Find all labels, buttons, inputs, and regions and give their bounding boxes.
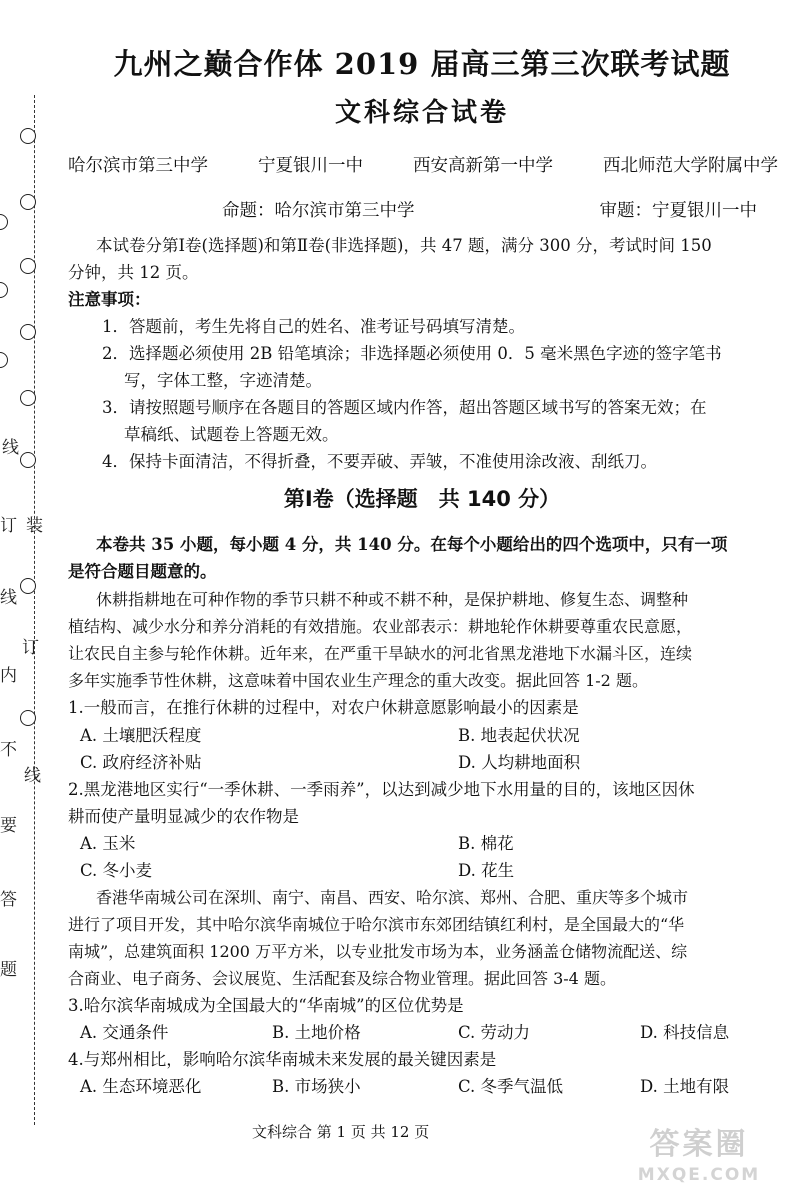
- notice-item: 3．请按照题号顺序在各题目的答题区域内作答，超出答题区域书写的答案无效；在: [102, 398, 707, 417]
- passage-line: 合商业、电子商务、会议展览、生活配套及综合物业管理。据此回答 3-4 题。: [68, 969, 616, 988]
- option-b[interactable]: B. 棉花: [458, 834, 514, 853]
- binding-char: 装: [26, 516, 43, 536]
- binding-half-hole-icon: [0, 214, 8, 230]
- question-stem: 3.哈尔滨华南城成为全国最大的“华南城”的区位优势是: [68, 996, 464, 1015]
- binding-hole-icon: [20, 452, 36, 468]
- notice-item: 2．选择题必须使用 2B 铅笔填涂；非选择题必须使用 0．5 毫米黑色字迹的签字笔书: [102, 344, 722, 363]
- school-name: 西安高新第一中学: [413, 156, 553, 176]
- binding-char: 线: [24, 766, 41, 786]
- binding-char: 订: [22, 638, 39, 658]
- section-heading: 第Ⅰ卷（选择题 共 140 分）: [283, 487, 561, 511]
- option-c[interactable]: C. 冬季气温低: [458, 1077, 564, 1096]
- option-b[interactable]: B. 市场狭小: [272, 1077, 361, 1096]
- option-c[interactable]: C. 政府经济补贴: [80, 753, 202, 772]
- option-row: [80, 749, 580, 776]
- option-d[interactable]: D. 土地有限: [640, 1077, 730, 1096]
- notice-item-cont: 写，字体工整，字迹清楚。: [124, 371, 322, 390]
- passage-line: 进行了项目开发，其中哈尔滨华南城位于哈尔滨市东郊团结镇红利村，是全国最大的“华: [68, 915, 685, 934]
- option-c[interactable]: C. 劳动力: [458, 1023, 531, 1042]
- page-title: 九州之巅合作体 2019 届高三第三次联考试题: [113, 47, 731, 81]
- watermark-url: MXQE.COM: [637, 1165, 761, 1185]
- school-list: [68, 152, 778, 177]
- binding-hole-icon: [20, 324, 36, 340]
- option-row: [80, 1073, 729, 1100]
- reviewer-label: 审题：宁夏银川一中: [599, 201, 757, 221]
- binding-char: 题: [0, 960, 17, 980]
- setter-label: 命题：哈尔滨市第三中学: [222, 201, 415, 221]
- page-subtitle: 文科综合试卷: [334, 98, 509, 128]
- question-stem-cont: 耕而使产量明显减少的农作物是: [68, 807, 299, 826]
- binding-half-hole-icon: [0, 352, 8, 368]
- option-d[interactable]: D. 花生: [458, 861, 515, 880]
- binding-hole-icon: [20, 194, 36, 210]
- option-d[interactable]: D. 科技信息: [640, 1023, 730, 1042]
- option-row: [80, 722, 580, 749]
- watermark-logo: [624, 1126, 774, 1192]
- binding-hole-icon: [20, 128, 36, 144]
- passage-line: 多年实施季节性休耕，这意味着中国农业生产理念的重大改变。据此回答 1-2 题。: [68, 671, 648, 690]
- notice-item: 1．答题前，考生先将自己的姓名、准考证号码填写清楚。: [102, 317, 525, 336]
- intro-line: 本试卷分第Ⅰ卷(选择题)和第Ⅱ卷(非选择题)，共 47 题，满分 300 分，考试时间 150: [96, 236, 712, 255]
- binding-half-hole-icon: [0, 282, 8, 298]
- page-footer: 文科综合 第 1 页 共 12 页: [252, 1123, 430, 1141]
- binding-char: 线: [0, 588, 17, 608]
- binding-hole-icon: [20, 258, 36, 274]
- school-name: 西北师范大学附属中学: [603, 156, 778, 176]
- section-desc: 本卷共 35 小题，每小题 4 分，共 140 分。在每个小题给出的四个选项中，只有一项: [96, 535, 728, 554]
- watermark-text: 答案圈: [649, 1127, 749, 1162]
- option-a[interactable]: A. 土壤肥沃程度: [80, 726, 202, 745]
- intro-line: 分钟，共 12 页。: [68, 263, 199, 282]
- question-stem: 1.一般而言，在推行休耕的过程中，对农户休耕意愿影响最小的因素是: [68, 698, 579, 717]
- passage-line: 让农民自主参与轮作休耕。近年来，在严重干旱缺水的河北省黑龙港地下水漏斗区，连续: [68, 644, 693, 663]
- option-row: [80, 830, 514, 857]
- option-c[interactable]: C. 冬小麦: [80, 861, 153, 880]
- binding-dashed-line: [34, 95, 35, 1125]
- school-name: 哈尔滨市第三中学: [68, 156, 208, 176]
- passage-line: 植结构、减少水分和养分消耗的有效措施。农业部表示：耕地轮作休耕要尊重农民意愿，: [68, 617, 693, 636]
- option-row: [80, 857, 514, 884]
- school-name: 宁夏银川一中: [258, 156, 363, 176]
- binding-char: 不: [0, 740, 17, 760]
- option-b[interactable]: B. 地表起伏状况: [458, 726, 580, 745]
- option-a[interactable]: A. 玉米: [80, 834, 136, 853]
- author-line: [222, 197, 757, 222]
- notice-item-cont: 草稿纸、试题卷上答题无效。: [124, 425, 339, 444]
- binding-margin: [0, 0, 58, 1200]
- binding-char: 内: [0, 666, 17, 686]
- passage-line: 休耕指耕地在可种作物的季节只耕不种或不耕不种，是保护耕地、修复生态、调整种: [96, 590, 689, 609]
- binding-char: 要: [0, 816, 17, 836]
- passage-line: 南城”，总建筑面积 1200 万平方米，以专业批发市场为本，业务涵盖仓储物流配送、综: [68, 942, 688, 961]
- passage-line: 香港华南城公司在深圳、南宁、南昌、西安、哈尔滨、郑州、合肥、重庆等多个城市: [96, 888, 689, 907]
- notice-heading: 注意事项：: [68, 290, 151, 309]
- option-b[interactable]: B. 土地价格: [272, 1023, 361, 1042]
- option-row: [80, 1019, 729, 1046]
- option-a[interactable]: A. 交通条件: [80, 1023, 169, 1042]
- binding-char: 答: [0, 890, 17, 910]
- binding-char: 线: [2, 438, 19, 458]
- binding-hole-icon: [20, 578, 36, 594]
- question-stem: 2.黑龙港地区实行“一季休耕、一季雨养”，以达到减少地下水用量的目的，该地区因休: [68, 780, 695, 799]
- section-desc: 是符合题目题意的。: [68, 562, 217, 581]
- binding-char: 订: [0, 516, 17, 536]
- binding-hole-icon: [20, 390, 36, 406]
- notice-item: 4．保持卡面清洁，不得折叠，不要弄破、弄皱，不准使用涂改液、刮纸刀。: [102, 452, 657, 471]
- question-stem: 4.与郑州相比，影响哈尔滨华南城未来发展的最关键因素是: [68, 1050, 497, 1069]
- binding-hole-icon: [20, 710, 36, 726]
- option-a[interactable]: A. 生态环境恶化: [80, 1077, 202, 1096]
- option-d[interactable]: D. 人均耕地面积: [458, 753, 581, 772]
